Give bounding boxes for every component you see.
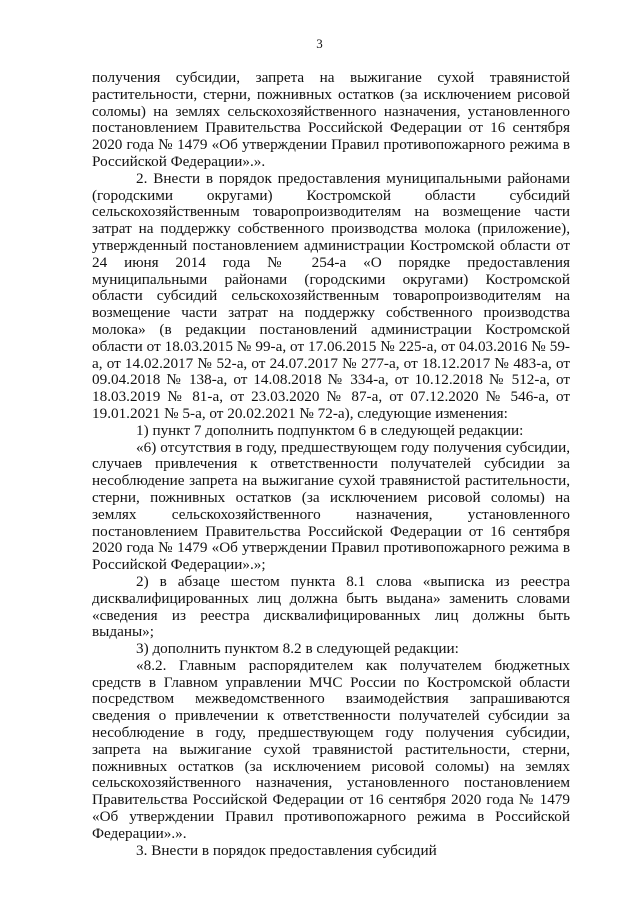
paragraph-quote-6: «6) отсутствия в году, предшествующем году получения субсидии, случаев привлечения к ответственности получателей субсидии за несоблюдение запрета на выжигание сухой травянистой растительности, стерни, пожнивных остатков (за исключением рисовой соломы) на землях сельскохозяйственного назначения, установленного постановлением Правительства Российской Федерации от 16 сентября 2020 года № 1479 «Об утверждении Правил противопожарного режима в Российской Федерации».»; — [92, 438, 570, 574]
page-number: 3 — [316, 36, 323, 51]
document-body — [92, 70, 570, 859]
paragraph-item-3: 3. Внести в порядок предоставления субсидий — [136, 841, 437, 859]
paragraph-subitem-3: 3) дополнить пунктом 8.2 в следующей редакции: — [136, 640, 459, 658]
paragraph-quote-8-2: «8.2. Главным распорядителем как получателем бюджетных средств в Главном управлении МЧС России по Костромской области посредством межведомственного взаимодействия запрашиваются сведения о привлечении к ответственности получателей субсидии за несоблюдение в году, предшествующем году получения субсидии, запрета на выжигание сухой травянистой растительности, стерни, пожнивных остатков (за исключением рисовой соломы) на землях сельскохозяйственного назначения, установленного постановлением Правительства Российской Федерации от 16 сентября 2020 года № 1479 «Об утверждении Правил противопожарного режима в Российской Федерации».». — [92, 656, 570, 842]
paragraph-item-2: 2. Внести в порядок предоставления муниципальными районами (городскими округами) Костромской области субсидий сельскохозяйственным товаропроизводителям на возмещение части затрат на поддержку собственного производства молока (приложение), утвержденный постановлением администрации Костромской области от 24 июня 2014 года № 254-а «О порядке предоставления муниципальными районами (городскими округами) Костромской области субсидий сельскохозяйственным товаропроизводителям на возмещение части затрат на поддержку собственного производства молока» (в редакции постановлений администрации Костромской области от 18.03.2015 № 99-а, от 17.06.2015 № 225-а, от 04.03.2016 № 59-а, от 14.02.2017 № 52-а, от 24.07.2017 № 277-а, от 18.12.2017 № 483-а, от 09.04.2018 № 138-а, от 14.08.2018 № 334-а, от 10.12.2018 № 512-а, от 18.03.2019 № 81-а, от 23.03.2020 № 87-а, от 07.12.2020 № 546-а, от 19.01.2021 № 5-а, от 20.02.2021 № 72-а), следующие изменения: — [92, 169, 570, 422]
paragraph-subitem-2: 2) в абзаце шестом пункта 8.1 слова «выписка из реестра дисквалифицированных лиц должна быть выдана» заменить словами «сведения из реестра дисквалифицированных лиц должны быть выданы»; — [92, 572, 570, 641]
paragraph-subitem-1: 1) пункт 7 дополнить подпунктом 6 в следующей редакции: — [136, 421, 524, 439]
paragraph-continuation: получения субсидии, запрета на выжигание сухой травянистой растительности, стерни, пожнивных остатков (за исключением рисовой соломы) на землях сельскохозяйственного назначения, установленного постановлением Правительства Российской Федерации от 16 сентября 2020 года № 1479 «Об утверждении Правил противопожарного режима в Российской Федерации».». — [92, 69, 570, 170]
